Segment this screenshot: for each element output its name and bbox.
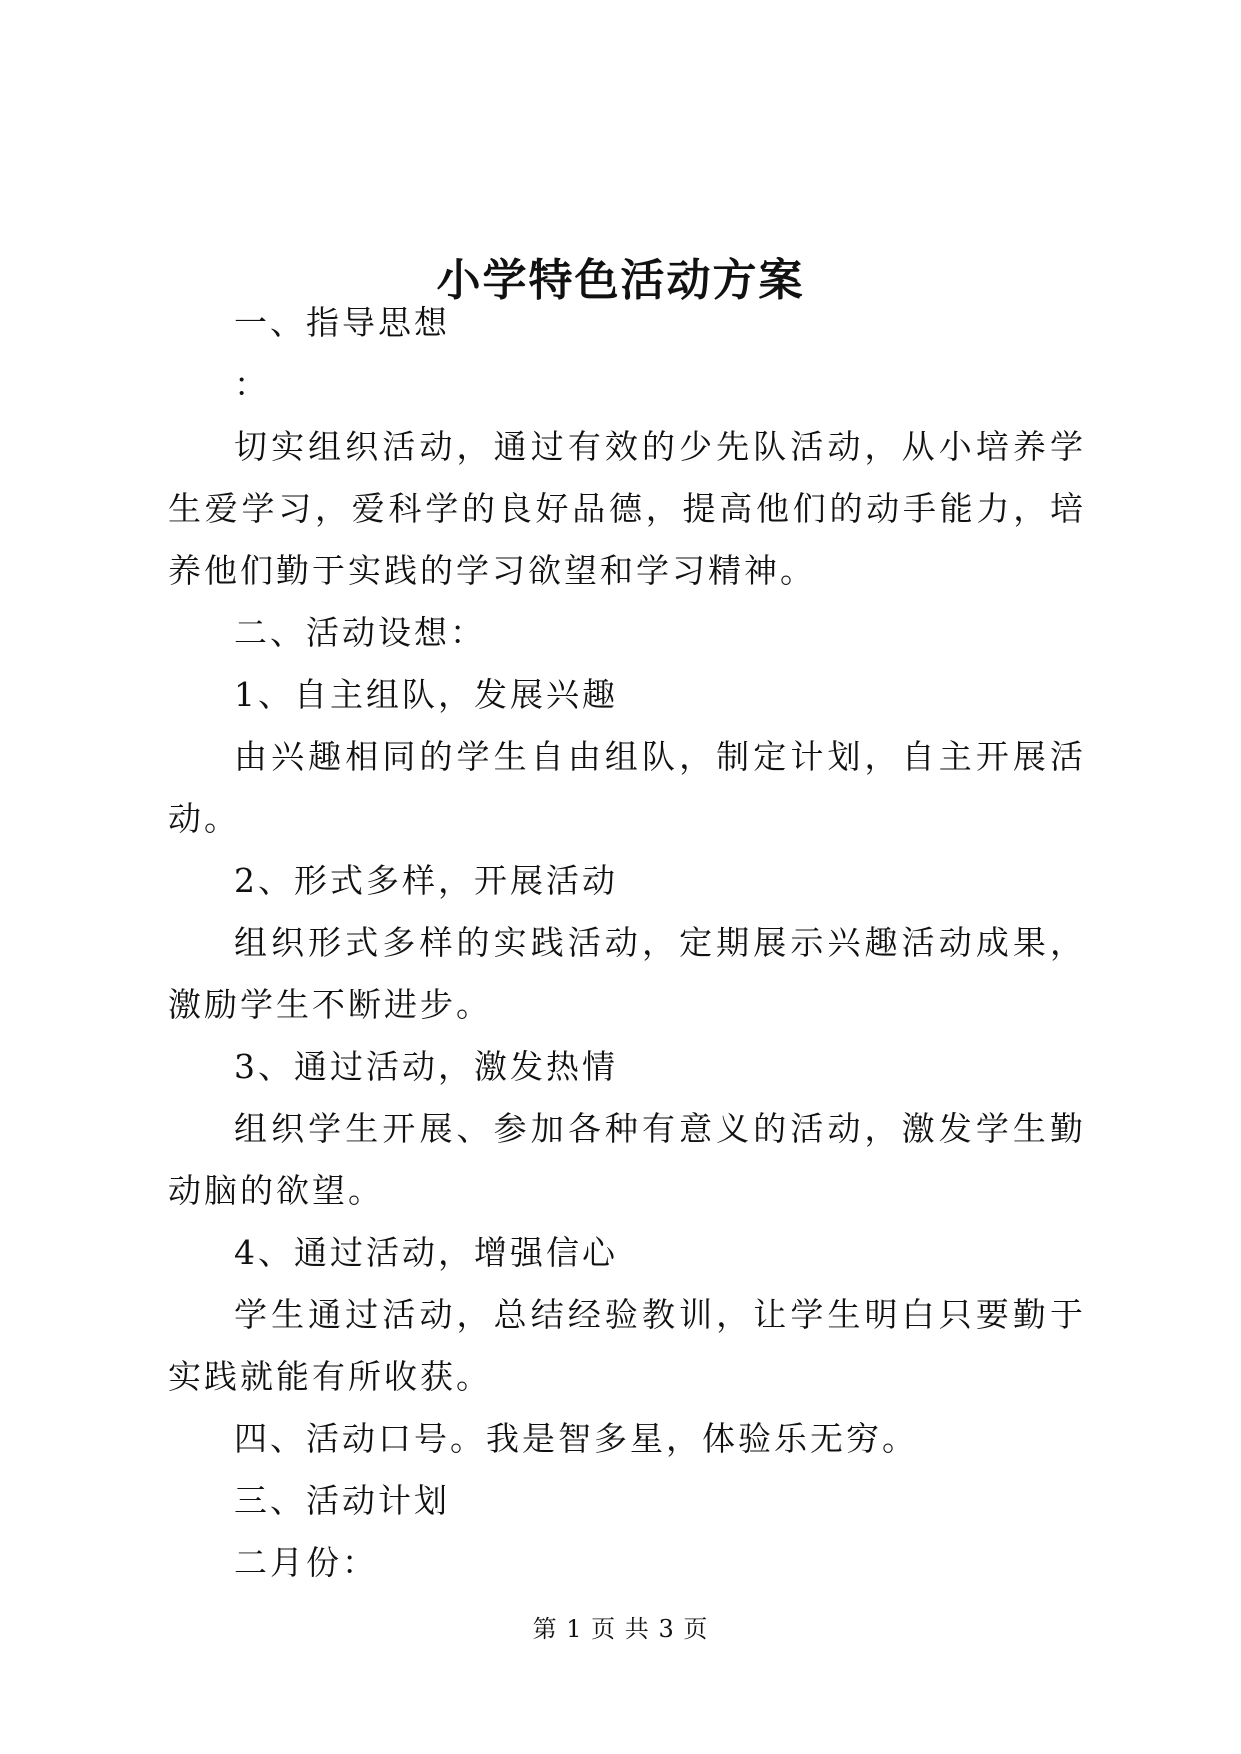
document-body [168, 292, 1086, 1594]
item-text-1: 由兴趣相同的学生自由组队，制定计划，自主开展活动。 [168, 737, 1086, 838]
section-heading-guiding-idea: 一、指导思想 [234, 303, 450, 342]
section-heading-slogan: 四、活动口号。我是智多星，体验乐无穷。 [234, 1419, 918, 1458]
page-title: 小学特色活动方案 [436, 255, 805, 307]
paragraph-guiding-idea: 切实组织活动，通过有效的少先队活动，从小培养学生爱学习，爱科学的良好品德，提高他们的动手能力，培养他们勤于实践的学习欲望和学习精神。 [168, 427, 1086, 590]
item-heading-1: 1、自主组队，发展兴趣 [234, 675, 618, 714]
item-text-3: 组织学生开展、参加各种有意义的活动，激发学生勤动脑的欲望。 [168, 1109, 1086, 1210]
item-text-4: 学生通过活动，总结经验教训，让学生明白只要勤于实践就能有所收获。 [168, 1295, 1086, 1396]
item-heading-2: 2、形式多样，开展活动 [234, 861, 618, 900]
month-heading-february: 二月份： [234, 1543, 378, 1582]
item-text-2: 组织形式多样的实践活动，定期展示兴趣活动成果，激励学生不断进步。 [168, 923, 1086, 1024]
page-footer: 第 1 页 共 3 页 [532, 1615, 709, 1643]
item-heading-4: 4、通过活动，增强信心 [234, 1233, 618, 1272]
item-heading-3: 3、通过活动，激发热情 [234, 1047, 618, 1086]
section-heading-activity-ideas: 二、活动设想： [234, 613, 486, 652]
colon-line: ： [234, 365, 270, 404]
section-heading-activity-plan: 三、活动计划 [234, 1481, 450, 1520]
